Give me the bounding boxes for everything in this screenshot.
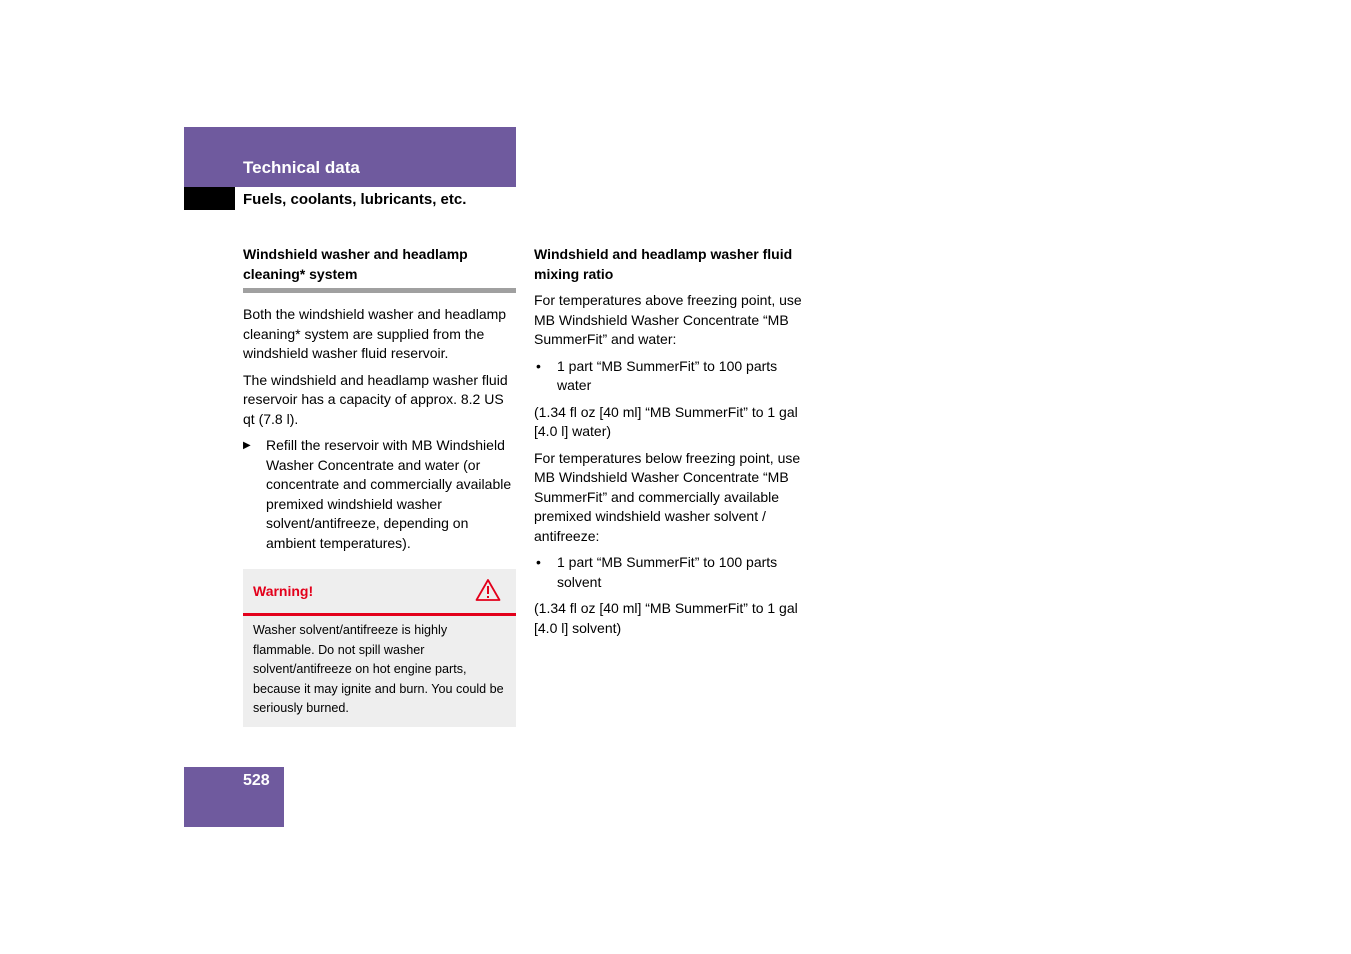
above-freezing-paragraph: For temperatures above freezing point, use MB Windshield Washer Concentrate “MB SummerFit” and water: bbox=[534, 292, 802, 347]
bullet-icon: • bbox=[536, 357, 541, 374]
list-item bbox=[534, 553, 809, 592]
list-item bbox=[534, 357, 809, 396]
instruction-step bbox=[243, 436, 516, 553]
left-paragraph-1: Both the windshield washer and headlamp cleaning* system are supplied from the windshield washer fluid reservoir. bbox=[243, 306, 507, 361]
step-arrow-icon: ▶ bbox=[243, 440, 251, 451]
warning-label: Warning! bbox=[253, 583, 314, 599]
left-column bbox=[243, 245, 516, 727]
left-heading: Windshield washer and headlamp cleaning* system bbox=[243, 245, 516, 293]
left-paragraph-2: The windshield and headlamp washer fluid reservoir has a capacity of approx. 8.2 US qt (7.8 l). bbox=[243, 371, 508, 427]
warning-header bbox=[243, 569, 516, 616]
header-band bbox=[184, 127, 516, 187]
step-text: Refill the reservoir with MB Windshield Washer Concentrate and water (or concentrate and commercially available premixed windshield washer solvent/antifreeze, depending on ambient temperatures). bbox=[266, 437, 512, 551]
below-freezing-paragraph: For temperatures below freezing point, use MB Windshield Washer Concentrate “MB SummerFit” and commercially available premixed windshield washer solvent / antifreeze: bbox=[534, 449, 801, 544]
black-tab-marker bbox=[184, 187, 235, 210]
warning-text: Washer solvent/antifreeze is highly flammable. Do not spill washer solvent/antifreeze on hot engine parts, because it may ignite and burn. You could be seriously burned. bbox=[253, 623, 504, 715]
sub-title: Fuels, coolants, lubricants, etc. bbox=[243, 191, 467, 208]
solvent-ratio-note: (1.34 fl oz [40 ml] “MB SummerFit” to 1 gal [4.0 l] solvent) bbox=[534, 600, 798, 636]
warning-box bbox=[243, 569, 516, 727]
right-column bbox=[534, 245, 809, 645]
warning-triangle-icon bbox=[475, 578, 501, 602]
right-heading: Windshield and headlamp washer fluid mixing ratio bbox=[534, 246, 793, 282]
bullet-text-solvent: 1 part “MB SummerFit” to 100 parts solvent bbox=[557, 554, 778, 590]
water-ratio-note: (1.34 fl oz [40 ml] “MB SummerFit” to 1 gal [4.0 l] water) bbox=[534, 403, 798, 439]
bullet-icon: • bbox=[536, 554, 541, 570]
bullet-text-water: 1 part “MB SummerFit” to 100 parts water bbox=[557, 357, 778, 393]
page-number: 528 bbox=[243, 772, 270, 789]
section-title: Technical data bbox=[243, 158, 360, 177]
